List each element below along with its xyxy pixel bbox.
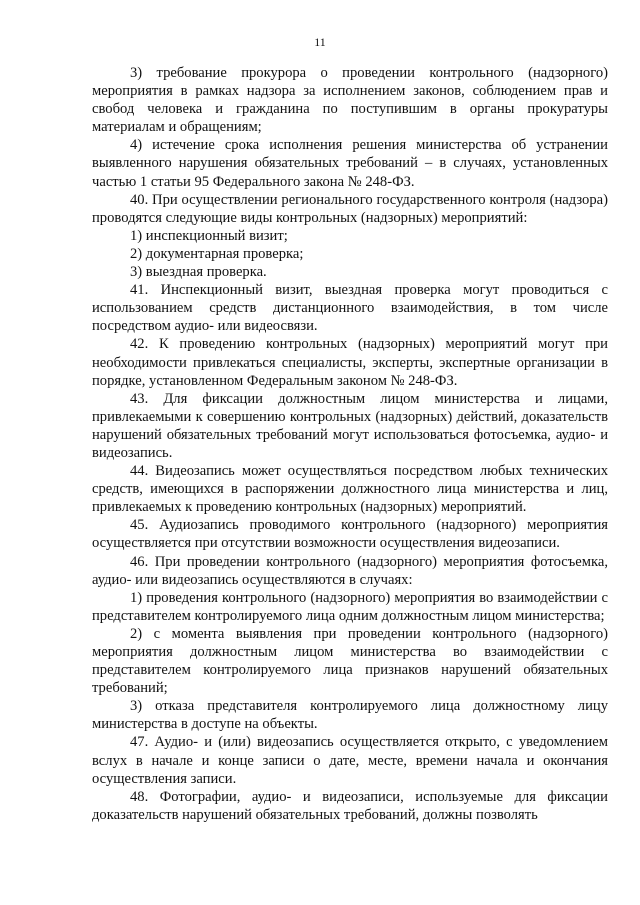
paragraph-item-4-deadline-expiry: 4) истечение срока исполнения решения министерства об устранении выявленного нарушения обязательных требований – в случаях, установленных частью 1 статьи 95 Федерального закона № 248-ФЗ.	[92, 137, 608, 190]
paragraph-44-video-recording: 44. Видеозапись может осуществляться посредством любых технических средств, имеющихся в распоряжении должностного лица министерства и лиц, привлекаемых к проведению контрольных (надзорных) мероприятий.	[92, 463, 608, 516]
paragraph-41-remote-interaction: 41. Инспекционный визит, выездная проверка могут проводиться с использованием средств дистанционного взаимодействия, в том числе посредством аудио- или видеосвязи.	[92, 282, 608, 335]
document-body	[92, 64, 608, 824]
paragraph-43-evidence-recording: 43. Для фиксации должностным лицом министерства и лицами, привлекаемыми к совершению контрольных (надзорных) действий, доказательств нарушений обязательных требований могут использоваться фотосъемка, аудио- и видеозапись.	[92, 390, 608, 461]
list-item-field-check: 3) выездная проверка.	[130, 264, 267, 281]
list-item-single-official: 1) проведения контрольного (надзорного) мероприятия во взаимодействии с представителем контролируемого лица одним должностным лицом министерства;	[92, 589, 608, 624]
paragraph-46-recording-cases: 46. При проведении контрольного (надзорного) мероприятия фотосъемка, аудио- или видеозапись осуществляются в случаях:	[92, 553, 608, 588]
paragraph-item-3-prosecutor-request: 3) требование прокурора о проведении контрольного (надзорного) мероприятия в рамках надзора за исполнением законов, соблюдением прав и свобод человека и гражданина по поступившим в органы прокуратуры материалам и обращениям;	[92, 65, 608, 136]
paragraph-47-open-recording: 47. Аудио- и (или) видеозапись осуществляется открыто, с уведомлением вслух в начале и конце записи о дате, месте, времени начала и окончания осуществления записи.	[92, 734, 608, 787]
paragraph-40-control-measures: 40. При осуществлении регионального государственного контроля (надзора) проводятся следующие виды контрольных (надзорных) мероприятий:	[92, 191, 608, 226]
list-item-violation-detected: 2) с момента выявления при проведении контрольного (надзорного) мероприятия должностным лицом министерства во взаимодействии с представителем контролируемого лица признаков нарушений обязательных требований;	[92, 625, 608, 697]
paragraph-42-specialists: 42. К проведению контрольных (надзорных) мероприятий могут при необходимости привлекаться специалисты, эксперты, экспертные организации в порядке, установленном Федеральным законом № 248-ФЗ.	[92, 336, 608, 389]
paragraph-45-audio-recording: 45. Аудиозапись проводимого контрольного (надзорного) мероприятия осуществляется при отсутствии возможности осуществления видеозаписи.	[92, 517, 608, 552]
list-item-documentary-check: 2) документарная проверка;	[130, 245, 304, 262]
list-item-inspection-visit: 1) инспекционный визит;	[130, 227, 288, 244]
paragraph-48-photos-requirements: 48. Фотографии, аудио- и видеозаписи, используемые для фиксации доказательств нарушений обязательных требований, должны позволять	[92, 788, 608, 823]
page-number: 11	[314, 35, 326, 49]
list-item-access-refusal: 3) отказа представителя контролируемого лица должностному лицу министерства в доступе на объекты.	[92, 698, 608, 733]
